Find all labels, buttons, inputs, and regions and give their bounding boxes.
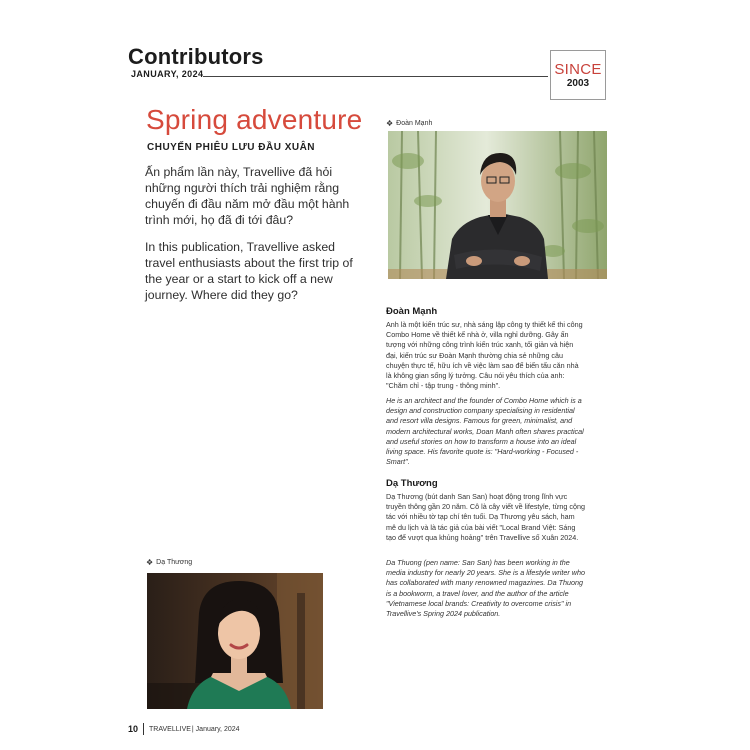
contributor-photo (388, 131, 607, 279)
photo-caption-text: Đoàn Mạnh (396, 120, 433, 127)
portrait-woman-image (147, 573, 323, 709)
section-title: Contributors (128, 44, 264, 69)
contributor-bio-english: He is an architect and the founder of Combo Home which is a design and construction company specialising in residential and resort villa designs. Famous for green, minimalist, and modern architectural works, Doan Manh often shares practical and useful stories on how to transform a house into an ideal living space. His favorite quote is: "Hard-working - Focused - Smart". (386, 396, 584, 467)
contributor-photo (147, 573, 323, 709)
contributor-bio-vietnamese: Dạ Thương (bút danh San San) hoạt động trong lĩnh vực truyền thông gần 20 năm. Cô là cây viết về lifestyle, từng cộng tác với nhiều tờ tạp chí tên tuổi. Dạ Thương yêu sách, ham mê du lịch và là tác giả của bài viết "Local Brand Việt: Sáng tạo để vượt qua khủng hoảng" trên Travellive số Xuân 2024. (386, 492, 585, 542)
article-subheadline: CHUYẾN PHIÊU LƯU ĐẦU XUÂN (147, 142, 316, 153)
portrait-man-image (388, 131, 607, 279)
contributor-bio-english: Da Thuong (pen name: San San) has been working in the media industry for nearly 20 years. She is a lifestyle writer who has collaborated with many renowned magazines. Da Thuong is a bookworm, a travel lover, and the author of the article "Vietnamese local brands: Creativity to overcome crisis" in Travellive's Spring 2024 publication. (386, 558, 585, 619)
intro-english: In this publication, Travellive asked travel enthusiasts about the first trip of the year or a start to kick off a new journey. Where did they go? (145, 240, 353, 302)
diamond-icon: ❖ (146, 558, 154, 567)
contributor-name: Đoàn Mạnh (386, 306, 438, 317)
header-rule (203, 76, 548, 77)
photo-caption-text: Dạ Thương (156, 559, 193, 566)
contributor-name: Dạ Thương (386, 478, 438, 489)
photo-caption (386, 119, 432, 128)
diamond-icon: ❖ (386, 119, 394, 128)
footer-magazine: TRAVELLIVE (149, 725, 191, 733)
since-label: SINCE (554, 61, 602, 78)
photo-caption (146, 558, 192, 567)
since-badge (550, 50, 606, 100)
page-footer (128, 723, 240, 735)
article-headline: Spring adventure (146, 104, 363, 135)
issue-date: JANUARY, 2024 (131, 69, 204, 79)
since-year: 2003 (566, 78, 590, 89)
footer-divider (143, 723, 144, 735)
footer-issue: | January, 2024 (191, 725, 240, 733)
intro-vietnamese: Ấn phẩm lần này, Travellive đã hỏi những người thích trải nghiệm rằng chuyến đi đầu năm mở đầu một hành trình mới, họ đã đi tới đâu? (145, 165, 350, 227)
contributor-bio-vietnamese: Anh là một kiến trúc sư, nhà sáng lập công ty thiết kế thi công Combo Home về thiết kế nhà ở, villa nghỉ dưỡng. Gây ấn tượng với những công trình kiến trúc xanh, tối giản và hiện đại, kiến trúc sư Đoàn Mạnh thường chia sẻ những câu chuyện thực tế, hữu ích về việc làm sao để biến tấu căn nhà là không gian sống lý tưởng. Câu nói yêu thích của anh: "Chăm chỉ - tập trung - thông minh". (386, 320, 583, 391)
page-number: 10 (128, 724, 139, 734)
